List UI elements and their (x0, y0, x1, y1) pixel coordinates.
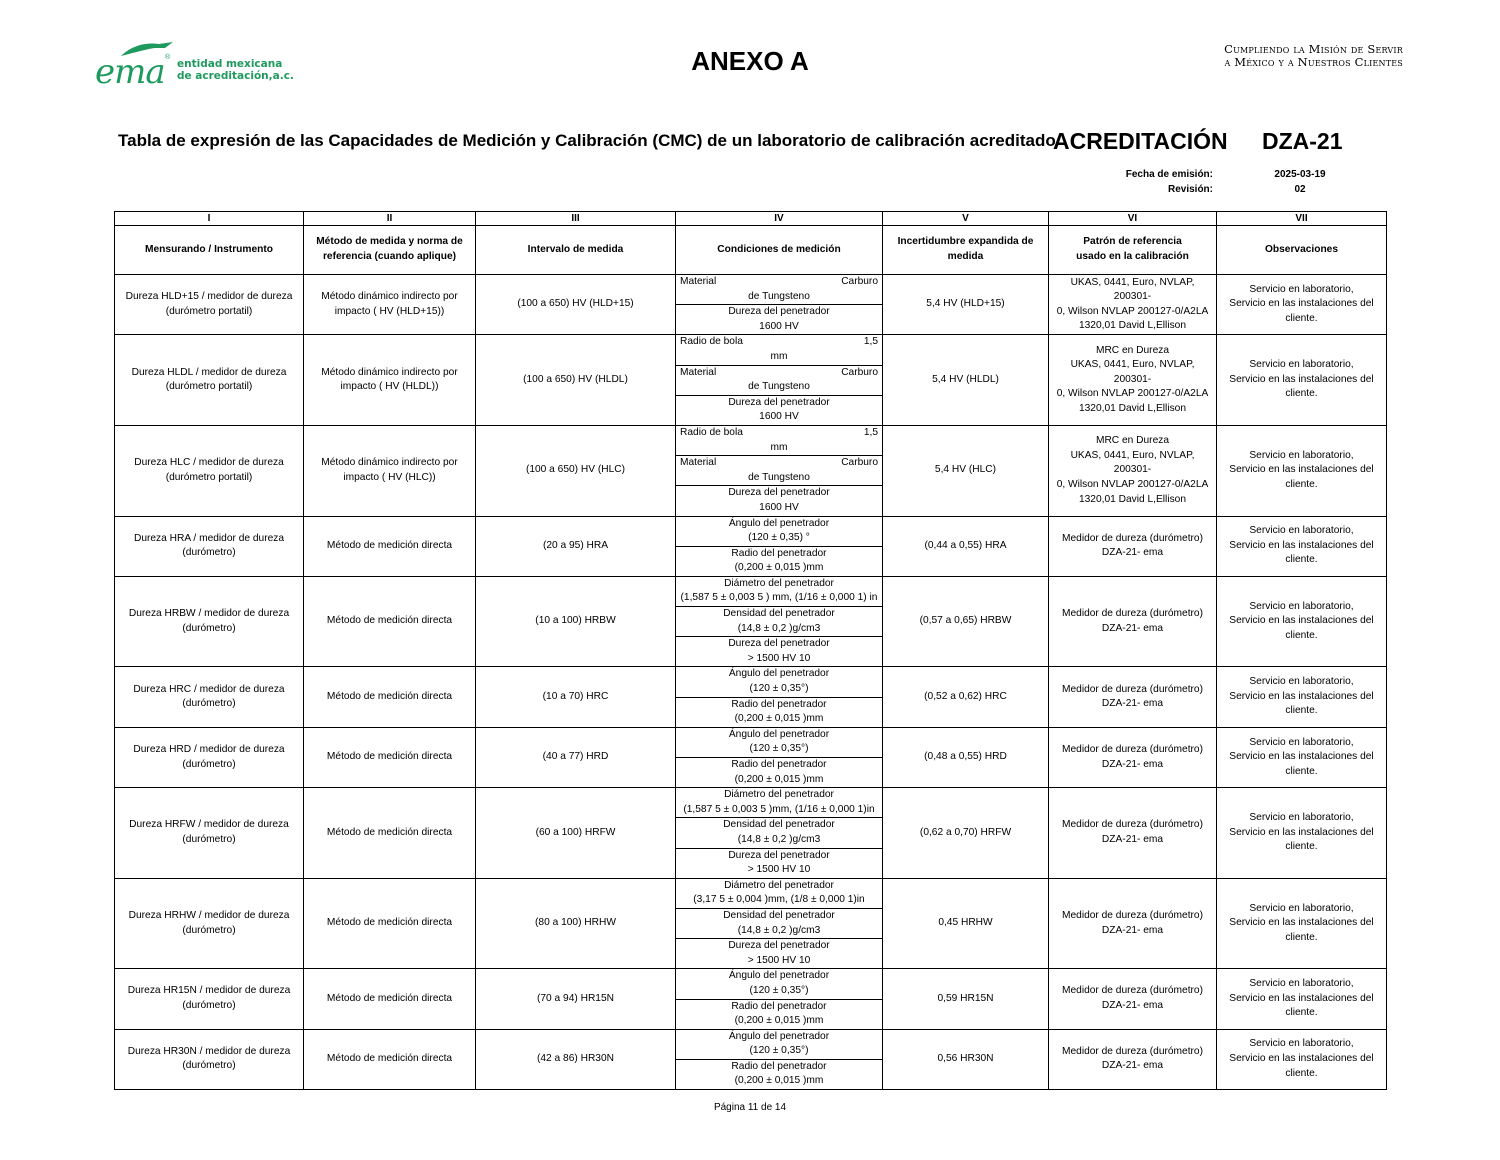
cell-metodo: Método dinámico indirecto por impacto ( HV (HLDL)) (304, 335, 476, 426)
roman-col-4: IV (676, 212, 883, 226)
cell-condicion: Ángulo del penetrador (120 ± 0,35°) (676, 727, 883, 757)
motto (1224, 43, 1403, 69)
cell-incertidumbre: 0,56 HR30N (883, 1029, 1049, 1089)
roman-col-3: III (476, 212, 676, 226)
motto-line1: Cumpliendo la Misión de Servir (1224, 42, 1403, 56)
cell-intervalo: (100 a 650) HV (HLD+15) (476, 275, 676, 335)
cell-intervalo: (40 a 77) HRD (476, 727, 676, 787)
cell-condicion: Radio del penetrador (0,200 ± 0,015 )mm (676, 999, 883, 1029)
cell-patron: Medidor de dureza (durómetro) DZA-21- ema (1049, 788, 1217, 879)
page-number: Página 11 de 14 (713, 1102, 787, 1113)
table-row (115, 788, 1387, 818)
cell-observaciones: Servicio en laboratorio, Servicio en las instalaciones del cliente. (1217, 1029, 1387, 1089)
table-row (115, 335, 1387, 365)
roman-col-5: V (883, 212, 1049, 226)
header-intervalo: Intervalo de medida (476, 226, 676, 275)
table-row (115, 969, 1387, 999)
roman-col-7: VII (1217, 212, 1387, 226)
cell-condicion: Radio del penetrador (0,200 ± 0,015 )mm (676, 1059, 883, 1089)
table-row (115, 727, 1387, 757)
cell-incertidumbre: (0,52 a 0,62) HRC (883, 667, 1049, 727)
cell-condicion: Dureza del penetrador 1600 HV (676, 395, 883, 425)
cell-condicion: Dureza del penetrador > 1500 HV 10 (676, 939, 883, 969)
logo-caption-line1: entidad mexicana (177, 58, 283, 70)
cell-observaciones: Servicio en laboratorio, Servicio en las instalaciones del cliente. (1217, 425, 1387, 516)
cell-patron: Medidor de dureza (durómetro) DZA-21- ema (1049, 969, 1217, 1029)
cell-incertidumbre: (0,57 a 0,65) HRBW (883, 576, 1049, 667)
cell-observaciones: Servicio en laboratorio, Servicio en las instalaciones del cliente. (1217, 576, 1387, 667)
cell-condicion: Ángulo del penetrador (120 ± 0,35) ° (676, 516, 883, 546)
cell-patron: UKAS, 0441, Euro, NVLAP, 200301- 0, Wilson NVLAP 200127-0/A2LA 1320,01 David L,Ellison (1049, 275, 1217, 335)
cell-condicion: Dureza del penetrador 1600 HV (676, 305, 883, 335)
cell-incertidumbre: 5,4 HV (HLD+15) (883, 275, 1049, 335)
cell-observaciones: Servicio en laboratorio, Servicio en las instalaciones del cliente. (1217, 516, 1387, 576)
cell-intervalo: (10 a 100) HRBW (476, 576, 676, 667)
accreditation-code: DZA-21 (1262, 128, 1343, 154)
cell-mensurando: Dureza HLC / medidor de dureza (durómetro portatil) (115, 425, 304, 516)
cell-observaciones: Servicio en laboratorio, Servicio en las instalaciones del cliente. (1217, 727, 1387, 787)
cell-mensurando: Dureza HLD+15 / medidor de dureza (durómetro portatil) (115, 275, 304, 335)
column-header-row (115, 226, 1387, 275)
cell-metodo: Método de medición directa (304, 969, 476, 1029)
cell-mensurando: Dureza HLDL / medidor de dureza (durómetro portatil) (115, 335, 304, 426)
cell-condicion: Radio del penetrador (0,200 ± 0,015 )mm (676, 758, 883, 788)
cell-mensurando: Dureza HRA / medidor de dureza (durómetro) (115, 516, 304, 576)
cell-condicion: Diámetro del penetrador (1,587 5 ± 0,003 5 )mm, (1/16 ± 0,000 1)in (676, 788, 883, 818)
issue-date-label: Fecha de emisión: (1125, 169, 1213, 180)
cell-patron: Medidor de dureza (durómetro) DZA-21- ema (1049, 878, 1217, 969)
table-row (115, 425, 1387, 455)
table-row (115, 667, 1387, 697)
cell-incertidumbre: (0,62 a 0,70) HRFW (883, 788, 1049, 879)
motto-line2: a México y a Nuestros Clientes (1224, 55, 1403, 69)
cell-incertidumbre: 5,4 HV (HLDL) (883, 335, 1049, 426)
cell-patron: Medidor de dureza (durómetro) DZA-21- ema (1049, 576, 1217, 667)
registered-mark: ® (165, 54, 171, 61)
cell-patron: Medidor de dureza (durómetro) DZA-21- ema (1049, 667, 1217, 727)
cell-observaciones: Servicio en laboratorio, Servicio en las instalaciones del cliente. (1217, 667, 1387, 727)
roman-col-6: VI (1049, 212, 1217, 226)
cell-mensurando: Dureza HR15N / medidor de dureza (durómetro) (115, 969, 304, 1029)
logo-wordmark: ema (95, 52, 165, 92)
issue-date: 2025-03-19 (1274, 169, 1326, 180)
cell-condicion: Densidad del penetrador (14,8 ± 0,2 )g/cm3 (676, 607, 883, 637)
table-subtitle: Tabla de expresión de las Capacidades de Medición y Calibración (CMC) de un laboratorio de calibración acreditado (118, 131, 1056, 150)
cell-condicion: Dureza del penetrador 1600 HV (676, 486, 883, 516)
cell-condicion: Dureza del penetrador > 1500 HV 10 (676, 637, 883, 667)
cell-condicion: Radio de bola 1,5 mm (676, 335, 883, 365)
table-row (115, 516, 1387, 546)
header-mensurando: Mensurando / Instrumento (115, 226, 304, 275)
revision-label: Revisión: (1167, 184, 1213, 195)
cell-condicion: Radio del penetrador (0,200 ± 0,015 )mm (676, 546, 883, 576)
roman-col-1: I (115, 212, 304, 226)
cell-intervalo: (60 a 100) HRFW (476, 788, 676, 879)
cell-condicion: Ángulo del penetrador (120 ± 0,35°) (676, 1029, 883, 1059)
cell-patron: Medidor de dureza (durómetro) DZA-21- ema (1049, 1029, 1217, 1089)
header-patron: Patrón de referencia usado en la calibración (1049, 226, 1217, 275)
cell-condicion: Material Carburo de Tungsteno (676, 365, 883, 395)
cell-condicion: Ángulo del penetrador (120 ± 0,35°) (676, 667, 883, 697)
cell-mensurando: Dureza HRHW / medidor de dureza (durómetro) (115, 878, 304, 969)
cell-condicion: Radio de bola 1,5 mm (676, 425, 883, 455)
cell-observaciones: Servicio en laboratorio, Servicio en las instalaciones del cliente. (1217, 969, 1387, 1029)
cell-condicion: Diámetro del penetrador (1,587 5 ± 0,003 5 ) mm, (1/16 ± 0,000 1) in (676, 576, 883, 606)
cell-intervalo: (100 a 650) HV (HLC) (476, 425, 676, 516)
cell-metodo: Método de medición directa (304, 516, 476, 576)
cell-metodo: Método de medición directa (304, 667, 476, 727)
header-condiciones: Condiciones de medición (676, 226, 883, 275)
cell-observaciones: Servicio en laboratorio, Servicio en las instalaciones del cliente. (1217, 788, 1387, 879)
cmc-table-container (114, 211, 1386, 1087)
cell-intervalo: (10 a 70) HRC (476, 667, 676, 727)
header-incertidumbre: Incertidumbre expandida de medida (883, 226, 1049, 275)
roman-header-row (115, 212, 1387, 226)
cell-mensurando: Dureza HRFW / medidor de dureza (durómetro) (115, 788, 304, 879)
header-metodo: Método de medida y norma de referencia (cuando aplique) (304, 226, 476, 275)
cell-intervalo: (70 a 94) HR15N (476, 969, 676, 1029)
logo-caption-line2: de acreditación,a.c. (177, 70, 294, 82)
cell-condicion: Densidad del penetrador (14,8 ± 0,2 )g/cm3 (676, 818, 883, 848)
cell-intervalo: (42 a 86) HR30N (476, 1029, 676, 1089)
table-row (115, 878, 1387, 908)
cell-metodo: Método dinámico indirecto por impacto ( HV (HLC)) (304, 425, 476, 516)
cell-patron: Medidor de dureza (durómetro) DZA-21- ema (1049, 727, 1217, 787)
cell-mensurando: Dureza HRD / medidor de dureza (durómetro) (115, 727, 304, 787)
cell-condicion: Material Carburo de Tungsteno (676, 275, 883, 305)
cell-observaciones: Servicio en laboratorio, Servicio en las instalaciones del cliente. (1217, 335, 1387, 426)
cell-metodo: Método de medición directa (304, 1029, 476, 1089)
cell-mensurando: Dureza HR30N / medidor de dureza (durómetro) (115, 1029, 304, 1089)
cell-patron: Medidor de dureza (durómetro) DZA-21- ema (1049, 516, 1217, 576)
cell-metodo: Método de medición directa (304, 878, 476, 969)
table-row (115, 576, 1387, 606)
cell-metodo: Método dinámico indirecto por impacto ( HV (HLD+15)) (304, 275, 476, 335)
cell-incertidumbre: (0,44 a 0,55) HRA (883, 516, 1049, 576)
cell-metodo: Método de medición directa (304, 576, 476, 667)
cell-intervalo: (20 a 95) HRA (476, 516, 676, 576)
cell-metodo: Método de medición directa (304, 788, 476, 879)
accreditation-label: ACREDITACIÓN (1053, 128, 1228, 154)
page-title: ANEXO A (691, 46, 809, 76)
cell-incertidumbre: 5,4 HV (HLC) (883, 425, 1049, 516)
cell-condicion: Dureza del penetrador > 1500 HV 10 (676, 848, 883, 878)
cell-observaciones: Servicio en laboratorio, Servicio en las instalaciones del cliente. (1217, 275, 1387, 335)
cell-condicion: Densidad del penetrador (14,8 ± 0,2 )g/cm3 (676, 908, 883, 938)
cell-incertidumbre: 0,59 HR15N (883, 969, 1049, 1029)
header-observaciones: Observaciones (1217, 226, 1387, 275)
cell-condicion: Radio del penetrador (0,200 ± 0,015 )mm (676, 697, 883, 727)
cell-intervalo: (80 a 100) HRHW (476, 878, 676, 969)
cell-incertidumbre: 0,45 HRHW (883, 878, 1049, 969)
cell-condicion: Ángulo del penetrador (120 ± 0,35°) (676, 969, 883, 999)
cell-patron: MRC en Dureza UKAS, 0441, Euro, NVLAP, 200301- 0, Wilson NVLAP 200127-0/A2LA 1320,01 David L,Ellison (1049, 425, 1217, 516)
table-row (115, 275, 1387, 305)
revision-value: 02 (1294, 184, 1306, 195)
cell-observaciones: Servicio en laboratorio, Servicio en las instalaciones del cliente. (1217, 878, 1387, 969)
cell-condicion: Material Carburo de Tungsteno (676, 456, 883, 486)
cell-metodo: Método de medición directa (304, 727, 476, 787)
cell-mensurando: Dureza HRC / medidor de dureza (durómetro) (115, 667, 304, 727)
cell-incertidumbre: (0,48 a 0,55) HRD (883, 727, 1049, 787)
cell-patron: MRC en Dureza UKAS, 0441, Euro, NVLAP, 200301- 0, Wilson NVLAP 200127-0/A2LA 1320,01 David L,Ellison (1049, 335, 1217, 426)
cell-mensurando: Dureza HRBW / medidor de dureza (durómetro) (115, 576, 304, 667)
cell-intervalo: (100 a 650) HV (HLDL) (476, 335, 676, 426)
table-row (115, 1029, 1387, 1059)
roman-col-2: II (304, 212, 476, 226)
cell-condicion: Diámetro del penetrador (3,17 5 ± 0,004 )mm, (1/8 ± 0,000 1)in (676, 878, 883, 908)
cmc-table (114, 211, 1387, 1090)
